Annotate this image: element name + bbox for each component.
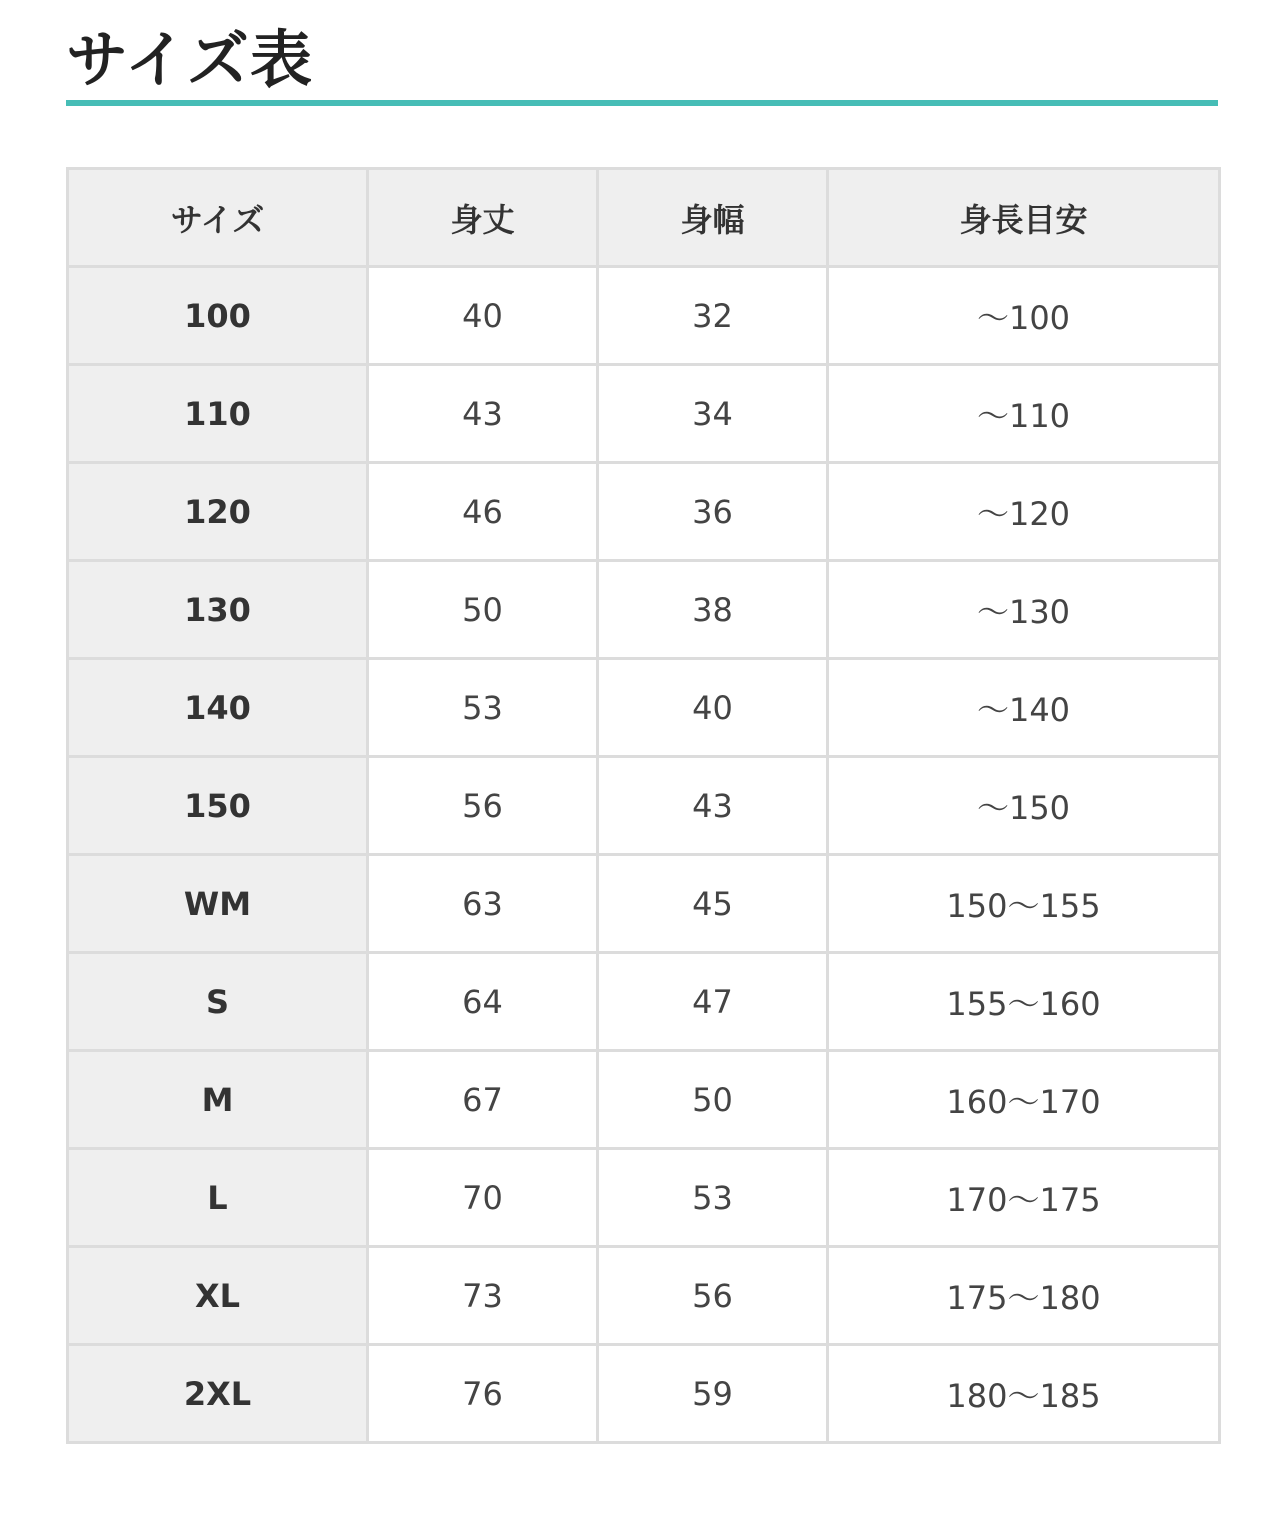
title-underline	[66, 100, 1218, 106]
body-length-cell: 67	[368, 1051, 598, 1149]
body-width-cell: 36	[598, 463, 828, 561]
body-width-cell: 56	[598, 1247, 828, 1345]
height-guide-cell: 150～155	[828, 855, 1220, 953]
height-guide-cell: ～120	[828, 463, 1220, 561]
table-row	[68, 267, 1220, 365]
body-length-cell: 56	[368, 757, 598, 855]
table-row	[68, 1149, 1220, 1247]
size-cell: S	[68, 953, 368, 1051]
table-row	[68, 463, 1220, 561]
height-guide-cell: 155～160	[828, 953, 1220, 1051]
height-guide-cell: 180～185	[828, 1345, 1220, 1443]
table-body	[68, 267, 1220, 1443]
height-guide-cell: 170～175	[828, 1149, 1220, 1247]
size-table	[66, 167, 1221, 1444]
header-row	[68, 169, 1220, 267]
body-length-cell: 53	[368, 659, 598, 757]
height-guide-cell: ～150	[828, 757, 1220, 855]
size-cell: L	[68, 1149, 368, 1247]
table-row	[68, 1247, 1220, 1345]
header-height-guide: 身長目安	[828, 169, 1220, 267]
table-row	[68, 1051, 1220, 1149]
size-cell: M	[68, 1051, 368, 1149]
body-length-cell: 64	[368, 953, 598, 1051]
size-cell: 140	[68, 659, 368, 757]
body-width-cell: 43	[598, 757, 828, 855]
height-guide-cell: ～140	[828, 659, 1220, 757]
body-width-cell: 40	[598, 659, 828, 757]
size-cell: 110	[68, 365, 368, 463]
body-length-cell: 73	[368, 1247, 598, 1345]
body-length-cell: 70	[368, 1149, 598, 1247]
page-title: サイズ表	[66, 23, 314, 96]
table-row	[68, 1345, 1220, 1443]
header-body-width: 身幅	[598, 169, 828, 267]
table-row	[68, 953, 1220, 1051]
body-length-cell: 76	[368, 1345, 598, 1443]
size-cell: 100	[68, 267, 368, 365]
size-cell: 120	[68, 463, 368, 561]
body-width-cell: 38	[598, 561, 828, 659]
header-body-length: 身丈	[368, 169, 598, 267]
table-row	[68, 659, 1220, 757]
body-length-cell: 46	[368, 463, 598, 561]
body-width-cell: 50	[598, 1051, 828, 1149]
table-row	[68, 855, 1220, 953]
body-width-cell: 45	[598, 855, 828, 953]
height-guide-cell: ～110	[828, 365, 1220, 463]
body-length-cell: 63	[368, 855, 598, 953]
size-cell: 130	[68, 561, 368, 659]
size-cell: XL	[68, 1247, 368, 1345]
header-size: サイズ	[68, 169, 368, 267]
height-guide-cell: ～100	[828, 267, 1220, 365]
body-width-cell: 47	[598, 953, 828, 1051]
body-width-cell: 59	[598, 1345, 828, 1443]
size-cell: WM	[68, 855, 368, 953]
table-header	[68, 169, 1220, 267]
body-width-cell: 32	[598, 267, 828, 365]
height-guide-cell: 175～180	[828, 1247, 1220, 1345]
table-row	[68, 757, 1220, 855]
body-length-cell: 43	[368, 365, 598, 463]
table-row	[68, 365, 1220, 463]
size-cell: 150	[68, 757, 368, 855]
body-width-cell: 34	[598, 365, 828, 463]
body-width-cell: 53	[598, 1149, 828, 1247]
size-cell: 2XL	[68, 1345, 368, 1443]
height-guide-cell: 160～170	[828, 1051, 1220, 1149]
table-row	[68, 561, 1220, 659]
body-length-cell: 50	[368, 561, 598, 659]
body-length-cell: 40	[368, 267, 598, 365]
height-guide-cell: ～130	[828, 561, 1220, 659]
